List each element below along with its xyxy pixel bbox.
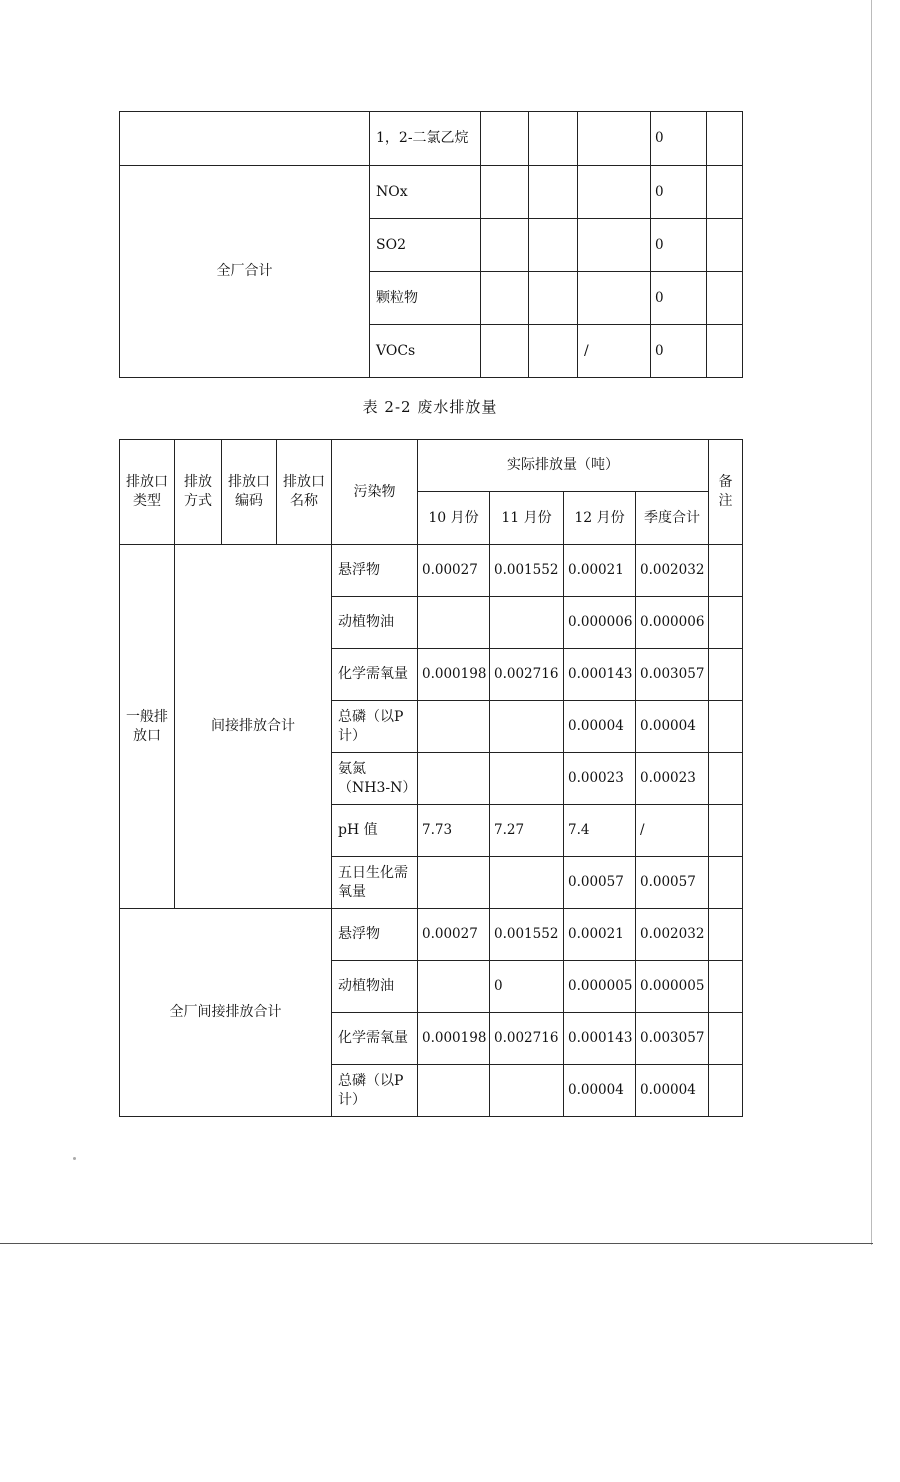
header-remark: 备注 [709,440,743,545]
header-row [120,440,743,492]
page-right-edge [871,0,872,1245]
table-row: VOCs / 0 [120,325,743,378]
table-row: 化学需氧量 0.000198 0.002716 0.000143 0.003057 [120,1013,743,1065]
plant-indirect-total-label: 全厂间接排放合计 [120,909,332,1117]
table-caption: 表 2-2 废水排放量 [362,398,498,416]
table-row [120,112,743,166]
header-name: 排放口名称 [277,440,332,545]
total-cell: 0 [651,219,707,272]
page-bottom-edge [0,1243,873,1244]
table-row [120,166,743,219]
header-oct: 10 月份 [418,492,490,545]
indirect-total-label: 间接排放合计 [175,545,332,909]
plant-total-label: 全厂合计 [120,166,370,378]
air-emissions-table [119,111,743,378]
pollutant-cell: VOCs [370,325,481,378]
table-row: 一般排放口 间接排放合计 悬浮物 0.00027 0.001552 0.00021 0.002032 [120,545,743,597]
scan-speck [73,1157,76,1160]
total-cell: 0 [651,166,707,219]
table-row: 五日生化需氧量 0.00057 0.00057 [120,857,743,909]
empty-cell [120,112,370,166]
outlet-type-label: 一般排放口 [120,545,175,909]
table-row: 总磷（以P计） 0.00004 0.00004 [120,1065,743,1117]
wastewater-emissions-table [119,439,743,1117]
pollutant-cell: 1，2-二氯乙烷 [370,112,481,166]
table-row: 动植物油 0 0.000005 0.000005 [120,961,743,1013]
total-cell: 0 [651,325,707,378]
header-nov: 11 月份 [490,492,564,545]
table-row: pH 值 7.73 7.27 7.4 / [120,805,743,857]
total-cell: 0 [651,112,707,166]
header-quarter: 季度合计 [636,492,709,545]
header-dec: 12 月份 [564,492,636,545]
table-row: 动植物油 0.000006 0.000006 [120,597,743,649]
table-row: 总磷（以P计） 0.00004 0.00004 [120,701,743,753]
header-pollutant: 污染物 [332,440,418,545]
pollutant-cell: NOx [370,166,481,219]
table-row: 化学需氧量 0.000198 0.002716 0.000143 0.003057 [120,649,743,701]
header-method: 排放方式 [175,440,222,545]
table-row: 氨氮（NH3-N） 0.00023 0.00023 [120,753,743,805]
header-outlet-type: 排放口类型 [120,440,175,545]
header-actual-emission: 实际排放量（吨） [418,440,709,492]
total-cell: 0 [651,272,707,325]
header-code: 排放口编码 [222,440,277,545]
pollutant-cell: SO2 [370,219,481,272]
table-row: 全厂间接排放合计 悬浮物 0.00027 0.001552 0.00021 0.002032 [120,909,743,961]
pollutant-cell: 颗粒物 [370,272,481,325]
